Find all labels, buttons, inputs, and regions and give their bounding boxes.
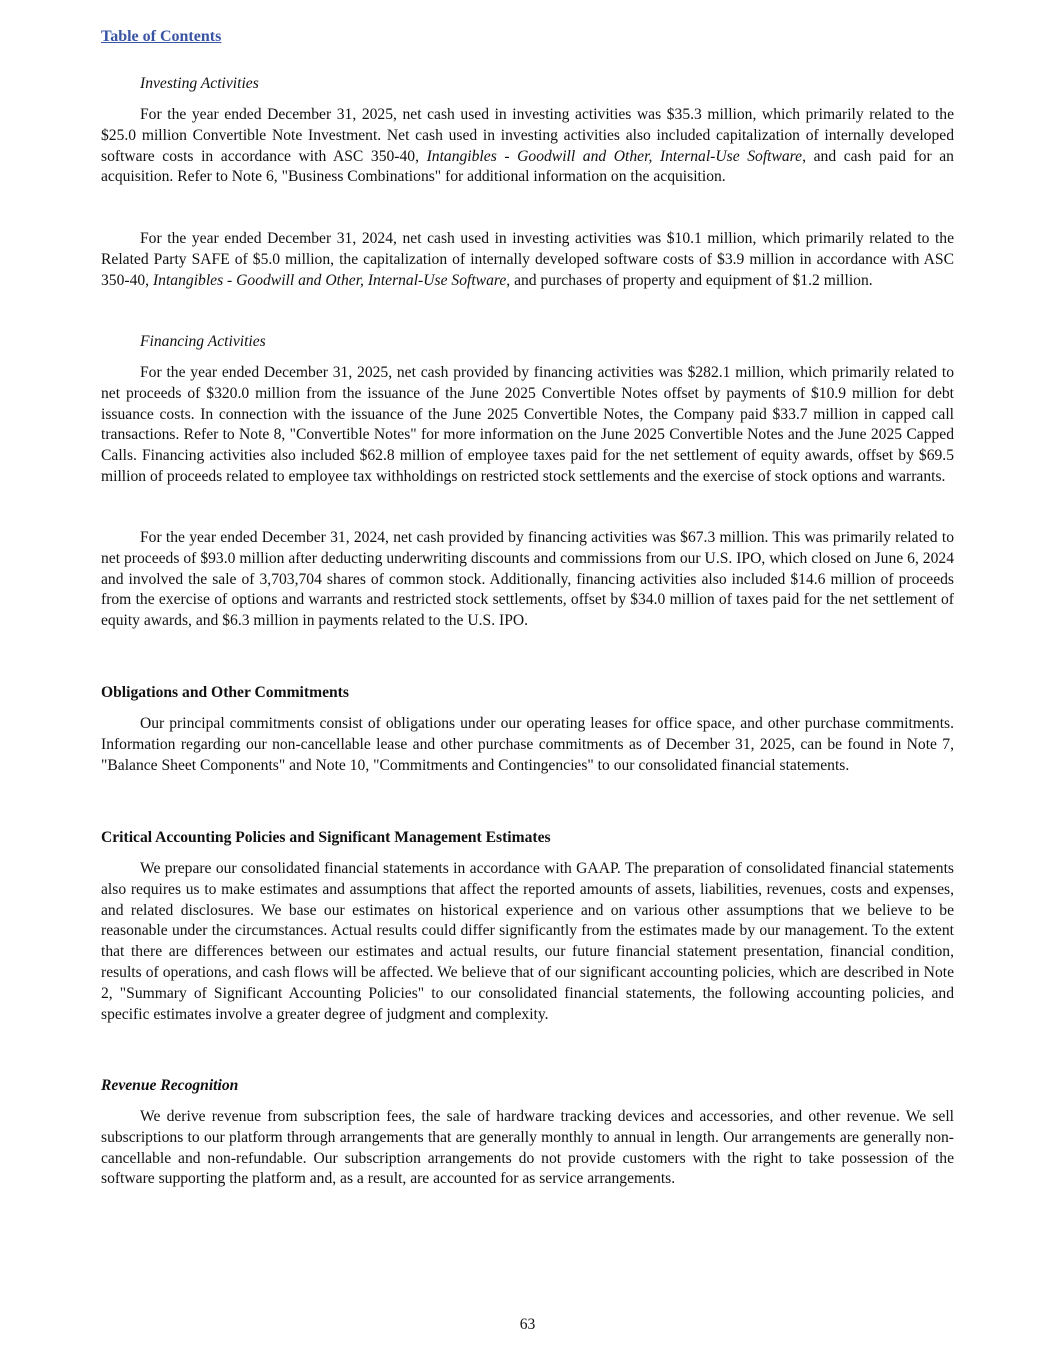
investing-2024-text-a: For the year ended December 31, 2024, net cash used in investing activities was $10.1 million, which primarily related to the Related Party SAFE of $5.0 million, the capitalization of internally developed software costs of $3.9 million in accordance with ASC 350-40, bbox=[101, 230, 954, 289]
revenue-recognition-heading: Revenue Recognition bbox=[101, 1077, 239, 1094]
financing-activities-heading: Financing Activities bbox=[140, 333, 266, 350]
critical-accounting-heading: Critical Accounting Policies and Significant Management Estimates bbox=[101, 829, 551, 846]
table-of-contents-link[interactable]: Table of Contents bbox=[101, 28, 222, 45]
critical-accounting-paragraph: We prepare our consolidated financial statements in accordance with GAAP. The preparation of consolidated financial statements also requires us to make estimates and assumptions that affect the reported amounts of assets, liabilities, revenues, costs and expenses, and related disclosures. We base our estimates on historical experience and on various other assumptions that we believe to be reasonable under the circumstances. Actual results could differ significantly from the estimates made by our management. To the extent that there are differences between our estimates and actual results, our future financial statement presentation, financial condition, results of operations, and cash flows will be affected. We believe that of our significant accounting policies, which are described in Note 2, "Summary of Significant Accounting Policies" to our consolidated financial statements, the following accounting policies, and specific estimates involve a greater degree of judgment and complexity. bbox=[101, 860, 954, 1023]
investing-2025-text-a: For the year ended December 31, 2025, net cash used in investing activities was $35.3 million, which primarily related to the $25.0 million Convertible Note Investment. Net cash used in investing activities also included capitalization of internally developed software costs in accordance with ASC 350-40, bbox=[101, 106, 954, 165]
investing-2025-text-b: , and cash paid for an acquisition. Refer to Note 6, "Business Combinations" for additional information on the acquisition. bbox=[101, 147, 954, 186]
revenue-recognition-paragraph: We derive revenue from subscription fees, the sale of hardware tracking devices and accessories, and other revenue. We sell subscriptions to our platform through arrangements that are generally monthly to annual in length. Our arrangements are generally non-cancellable and non-refundable. Our subscription arrangements do not provide customers with the right to take possession of the software supporting the platform and, as a result, are accounted for as service arrangements. bbox=[101, 1108, 954, 1188]
investing-activities-heading: Investing Activities bbox=[140, 75, 259, 92]
page-number: 63 bbox=[519, 1316, 536, 1333]
obligations-heading: Obligations and Other Commitments bbox=[101, 684, 349, 701]
obligations-paragraph: Our principal commitments consist of obligations under our operating leases for office space, and other purchase commitments. Information regarding our non-cancellable lease and other purchase commitments as of December 31, 2025, can be found in Note 7, "Balance Sheet Components" and Note 10, "Commitments and Contingencies" to our consolidated financial statements. bbox=[101, 715, 954, 774]
investing-2024-italic-standard: Intangibles - Goodwill and Other, Internal-Use Software bbox=[152, 271, 507, 289]
investing-2024-text-b: , and purchases of property and equipment of $1.2 million. bbox=[506, 271, 873, 289]
investing-paragraph-2025 bbox=[101, 105, 954, 188]
investing-2025-italic-standard: Intangibles - Goodwill and Other, Internal-Use Software bbox=[426, 147, 803, 165]
investing-paragraph-2024 bbox=[101, 229, 954, 291]
financing-paragraph-2025: For the year ended December 31, 2025, net cash provided by financing activities was $282.1 million, which primarily related to net proceeds of $320.0 million from the issuance of the June 2025 Convertible Notes offset by payments of $10.9 million for debt issuance costs. In connection with the issuance of the June 2025 Convertible Notes, the Company paid $33.7 million in capped call transactions. Refer to Note 8, "Convertible Notes" for more information on the June 2025 Convertible Notes and the June 2025 Capped Calls. Financing activities also included $62.8 million of employee taxes paid for the net settlement of equity awards, offset by $69.5 million of proceeds related to employee tax withholdings on restricted stock settlements and the exercise of stock options and warrants. bbox=[101, 364, 954, 485]
financing-paragraph-2024: For the year ended December 31, 2024, net cash provided by financing activities was $67.3 million. This was primarily related to net proceeds of $93.0 million after deducting underwriting discounts and commissions from our U.S. IPO, which closed on June 6, 2024 and involved the sale of 3,703,704 shares of common stock. Additionally, financing activities also included $14.6 million of proceeds from the exercise of options and warrants and restricted stock settlements, offset by $34.0 million of taxes paid for the net settlement of equity awards, and $6.3 million in payments related to the U.S. IPO. bbox=[101, 529, 954, 630]
